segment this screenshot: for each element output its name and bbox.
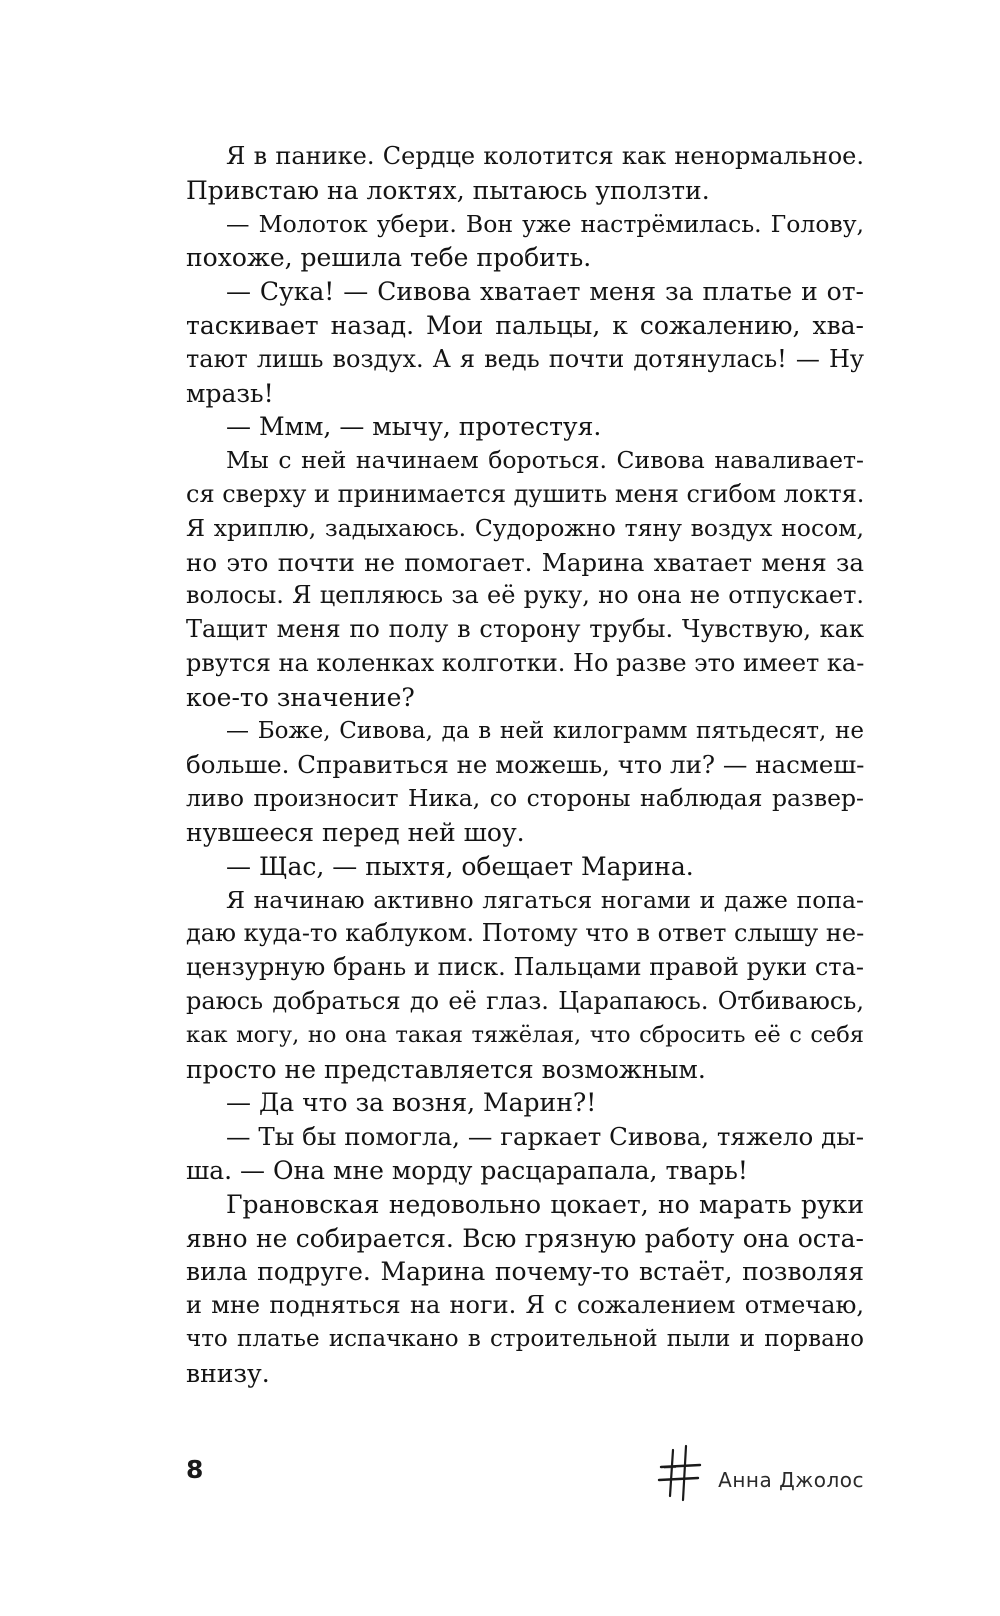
- body-text: [186, 140, 864, 1390]
- text-line: кое-то значение?: [186, 682, 415, 712]
- text-line: таскивает назад. Мои пальцы, к сожалению, хва-: [186, 310, 864, 340]
- text-line: — Ммм, — мычу, протестуя.: [226, 412, 602, 442]
- text-line: просто не представляется возможным.: [186, 1054, 706, 1084]
- text-line: Мы с ней начинаем бороться. Сивова наваливает-: [226, 446, 864, 475]
- text-line: внизу.: [186, 1358, 270, 1388]
- running-footer: [656, 1458, 864, 1502]
- text-line: ливо произносит Ника, со стороны наблюдая развер-: [186, 784, 864, 813]
- text-line: цензурную брань и писк. Пальцами правой руки ста-: [186, 953, 864, 982]
- text-line: — Да что за возня, Марин?!: [226, 1088, 597, 1118]
- text-line: ся сверху и принимается душить меня сгибом локтя.: [186, 479, 865, 508]
- text-line: Я хриплю, задыхаюсь. Судорожно тяну воздух носом,: [186, 513, 864, 542]
- text-line: что платье испачкано в строительной пыли и порвано: [186, 1325, 864, 1352]
- text-line: мразь!: [186, 378, 274, 408]
- author-name: Анна Джолос: [718, 1468, 864, 1492]
- text-line: вила подруге. Марина почему-то встаёт, позволяя: [186, 1257, 864, 1287]
- text-line: Тащит меня по полу в сторону трубы. Чувствую, как: [186, 615, 864, 644]
- text-line: — Ты бы помогла, — гаркает Сивова, тяжело ды-: [226, 1122, 864, 1152]
- text-line: как могу, но она такая тяжёлая, что сбросить её с себя: [186, 1021, 864, 1048]
- text-line: нувшееся перед ней шоу.: [186, 817, 525, 847]
- text-line: рвутся на коленках колготки. Но разве это имеет ка-: [186, 648, 865, 677]
- text-line: похоже, решила тебе пробить.: [186, 243, 592, 273]
- text-line: — Боже, Сивова, да в ней килограмм пятьдесят, не: [226, 717, 864, 744]
- page-number: 8: [186, 1455, 204, 1484]
- text-line: явно не собирается. Всю грязную работу она оста-: [186, 1223, 864, 1253]
- text-line: даю куда-то каблуком. Потому что в ответ слышу не-: [186, 919, 865, 948]
- text-line: Я в панике. Сердце колотится как ненормальное.: [226, 142, 864, 170]
- text-line: волосы. Я цепляюсь за её руку, но она не отпускает.: [186, 581, 864, 610]
- text-line: раюсь добраться до её глаз. Царапаюсь. Отбиваюсь,: [186, 986, 864, 1015]
- text-line: — Молоток убери. Вон уже настрёмилась. Голову,: [226, 209, 864, 238]
- text-line: Привстаю на локтях, пытаюсь уползти.: [186, 175, 710, 205]
- text-line: и мне подняться на ноги. Я с сожалением отмечаю,: [186, 1291, 864, 1320]
- text-line: — Щас, — пыхтя, обещает Марина.: [226, 851, 694, 881]
- text-line: Я начинаю активно лягаться ногами и даже попа-: [226, 885, 864, 914]
- text-line: ша. — Она мне морду расцарапала, тварь!: [186, 1155, 748, 1185]
- text-line: больше. Справиться не можешь, что ли? — насмеш-: [186, 750, 865, 780]
- text-line: Грановская недовольно цокает, но марать руки: [226, 1189, 864, 1219]
- hash-brush-icon: [656, 1444, 706, 1502]
- text-line: но это почти не помогает. Марина хватает меня за: [186, 547, 864, 577]
- text-line: — Сука! — Сивова хватает меня за платье и от-: [226, 277, 864, 307]
- text-line: тают лишь воздух. А я ведь почти дотянулась! — Ну: [186, 344, 864, 373]
